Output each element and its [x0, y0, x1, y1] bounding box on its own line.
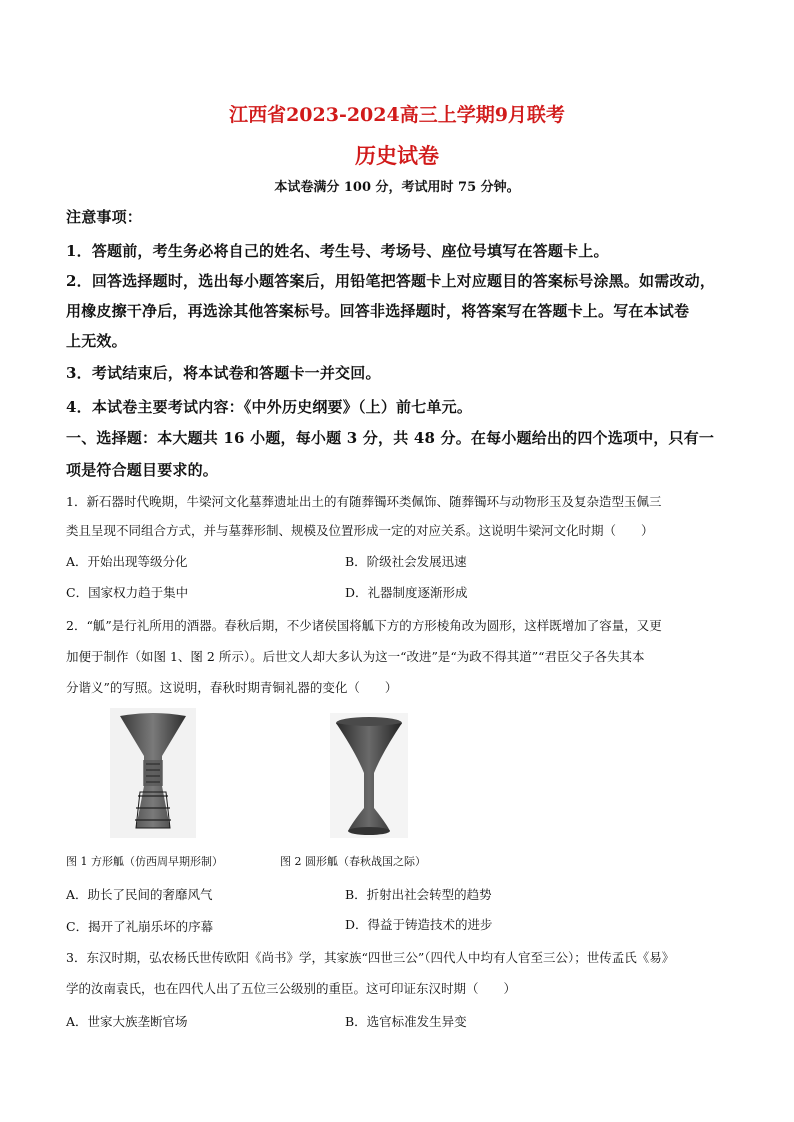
question-3-line: 3．东汉时期，弘农杨氏世传欧阳《尚书》学，其家族“四世三公”（四代人中均有人官至三公）；世传孟氏《易》 — [66, 950, 675, 965]
q2-option-d: D．得益于铸造技术的进步 — [345, 917, 493, 932]
exam-title: 江西省2023-2024高三上学期9月联考 — [229, 104, 565, 126]
question-1-line: 类且呈现不同组合方式，并与墓葬形制、规模及位置形成一定的对应关系。这说明牛梁河文化时期（ ） — [66, 523, 654, 538]
q2-option-a: A．助长了民间的奢靡风气 — [66, 887, 213, 902]
q1-option-c: C．国家权力趋于集中 — [66, 585, 189, 600]
section-heading-cont: 项是符合题目要求的。 — [66, 461, 219, 479]
q3-option-b: B．选官标准发生异变 — [345, 1014, 467, 1029]
notice-line: 上无效。 — [66, 332, 127, 350]
notice-line: 用橡皮擦干净后，再选涂其他答案标号。回答非选择题时，将答案写在答题卡上。写在本试卷 — [66, 302, 690, 320]
notice-line: 3．考试结束后，将本试卷和答题卡一并交回。 — [66, 364, 381, 382]
figure-1-caption: 图 1 方形觚（仿西周早期形制） — [66, 855, 223, 868]
question-2-line: 加便于制作（如图 1、图 2 所示）。后世文人却大多认为这一“改进”是“为政不得其道”“君臣父子各失其本 — [66, 649, 645, 664]
notice-line: 4．本试卷主要考试内容：《中外历史纲要》（上）前七单元。 — [66, 398, 473, 416]
exam-info: 本试卷满分 100 分，考试用时 75 分钟。 — [274, 180, 520, 195]
notice-line: 1．答题前，考生务必将自己的姓名、考生号、考场号、座位号填写在答题卡上。 — [66, 242, 609, 260]
notice-line: 2．回答选择题时，选出每小题答案后，用铅笔把答题卡上对应题目的答案标号涂黑。如需改动， — [66, 272, 716, 290]
notice-heading: 注意事项： — [66, 208, 143, 226]
q2-option-b: B．折射出社会转型的趋势 — [345, 887, 492, 902]
round-gu-vessel-image — [330, 713, 408, 838]
question-3-line: 学的汝南袁氏，也在四代人出了五位三公级别的重臣。这可印证东汉时期（ ） — [66, 981, 517, 996]
question-2-line: 分谐义”的写照。这说明，春秋时期青铜礼器的变化（ ） — [66, 680, 398, 695]
q3-option-a: A．世家大族垄断官场 — [66, 1014, 188, 1029]
q2-option-c: C．揭开了礼崩乐坏的序幕 — [66, 919, 214, 934]
q1-option-b: B．阶级社会发展迅速 — [345, 554, 467, 569]
square-gu-vessel-image — [110, 708, 196, 838]
q1-option-a: A．开始出现等级分化 — [66, 554, 188, 569]
question-2-line: 2．“觚”是行礼所用的酒器。春秋后期，不少诸侯国将觚下方的方形棱角改为圆形，这样既增加了容量，又更 — [66, 618, 662, 633]
q1-option-d: D．礼器制度逐渐形成 — [345, 585, 468, 600]
figure-2-caption: 图 2 圆形觚（春秋战国之际） — [280, 855, 426, 868]
question-1-line: 1．新石器时代晚期，牛梁河文化墓葬遗址出土的有随葬镯环类佩饰、随葬镯环与动物形玉及复杂造型玉佩三 — [66, 494, 662, 509]
subject-title: 历史试卷 — [355, 143, 439, 168]
section-heading: 一、选择题：本大题共 16 小题，每小题 3 分，共 48 分。在每小题给出的四个选项中，只有一 — [66, 429, 715, 447]
